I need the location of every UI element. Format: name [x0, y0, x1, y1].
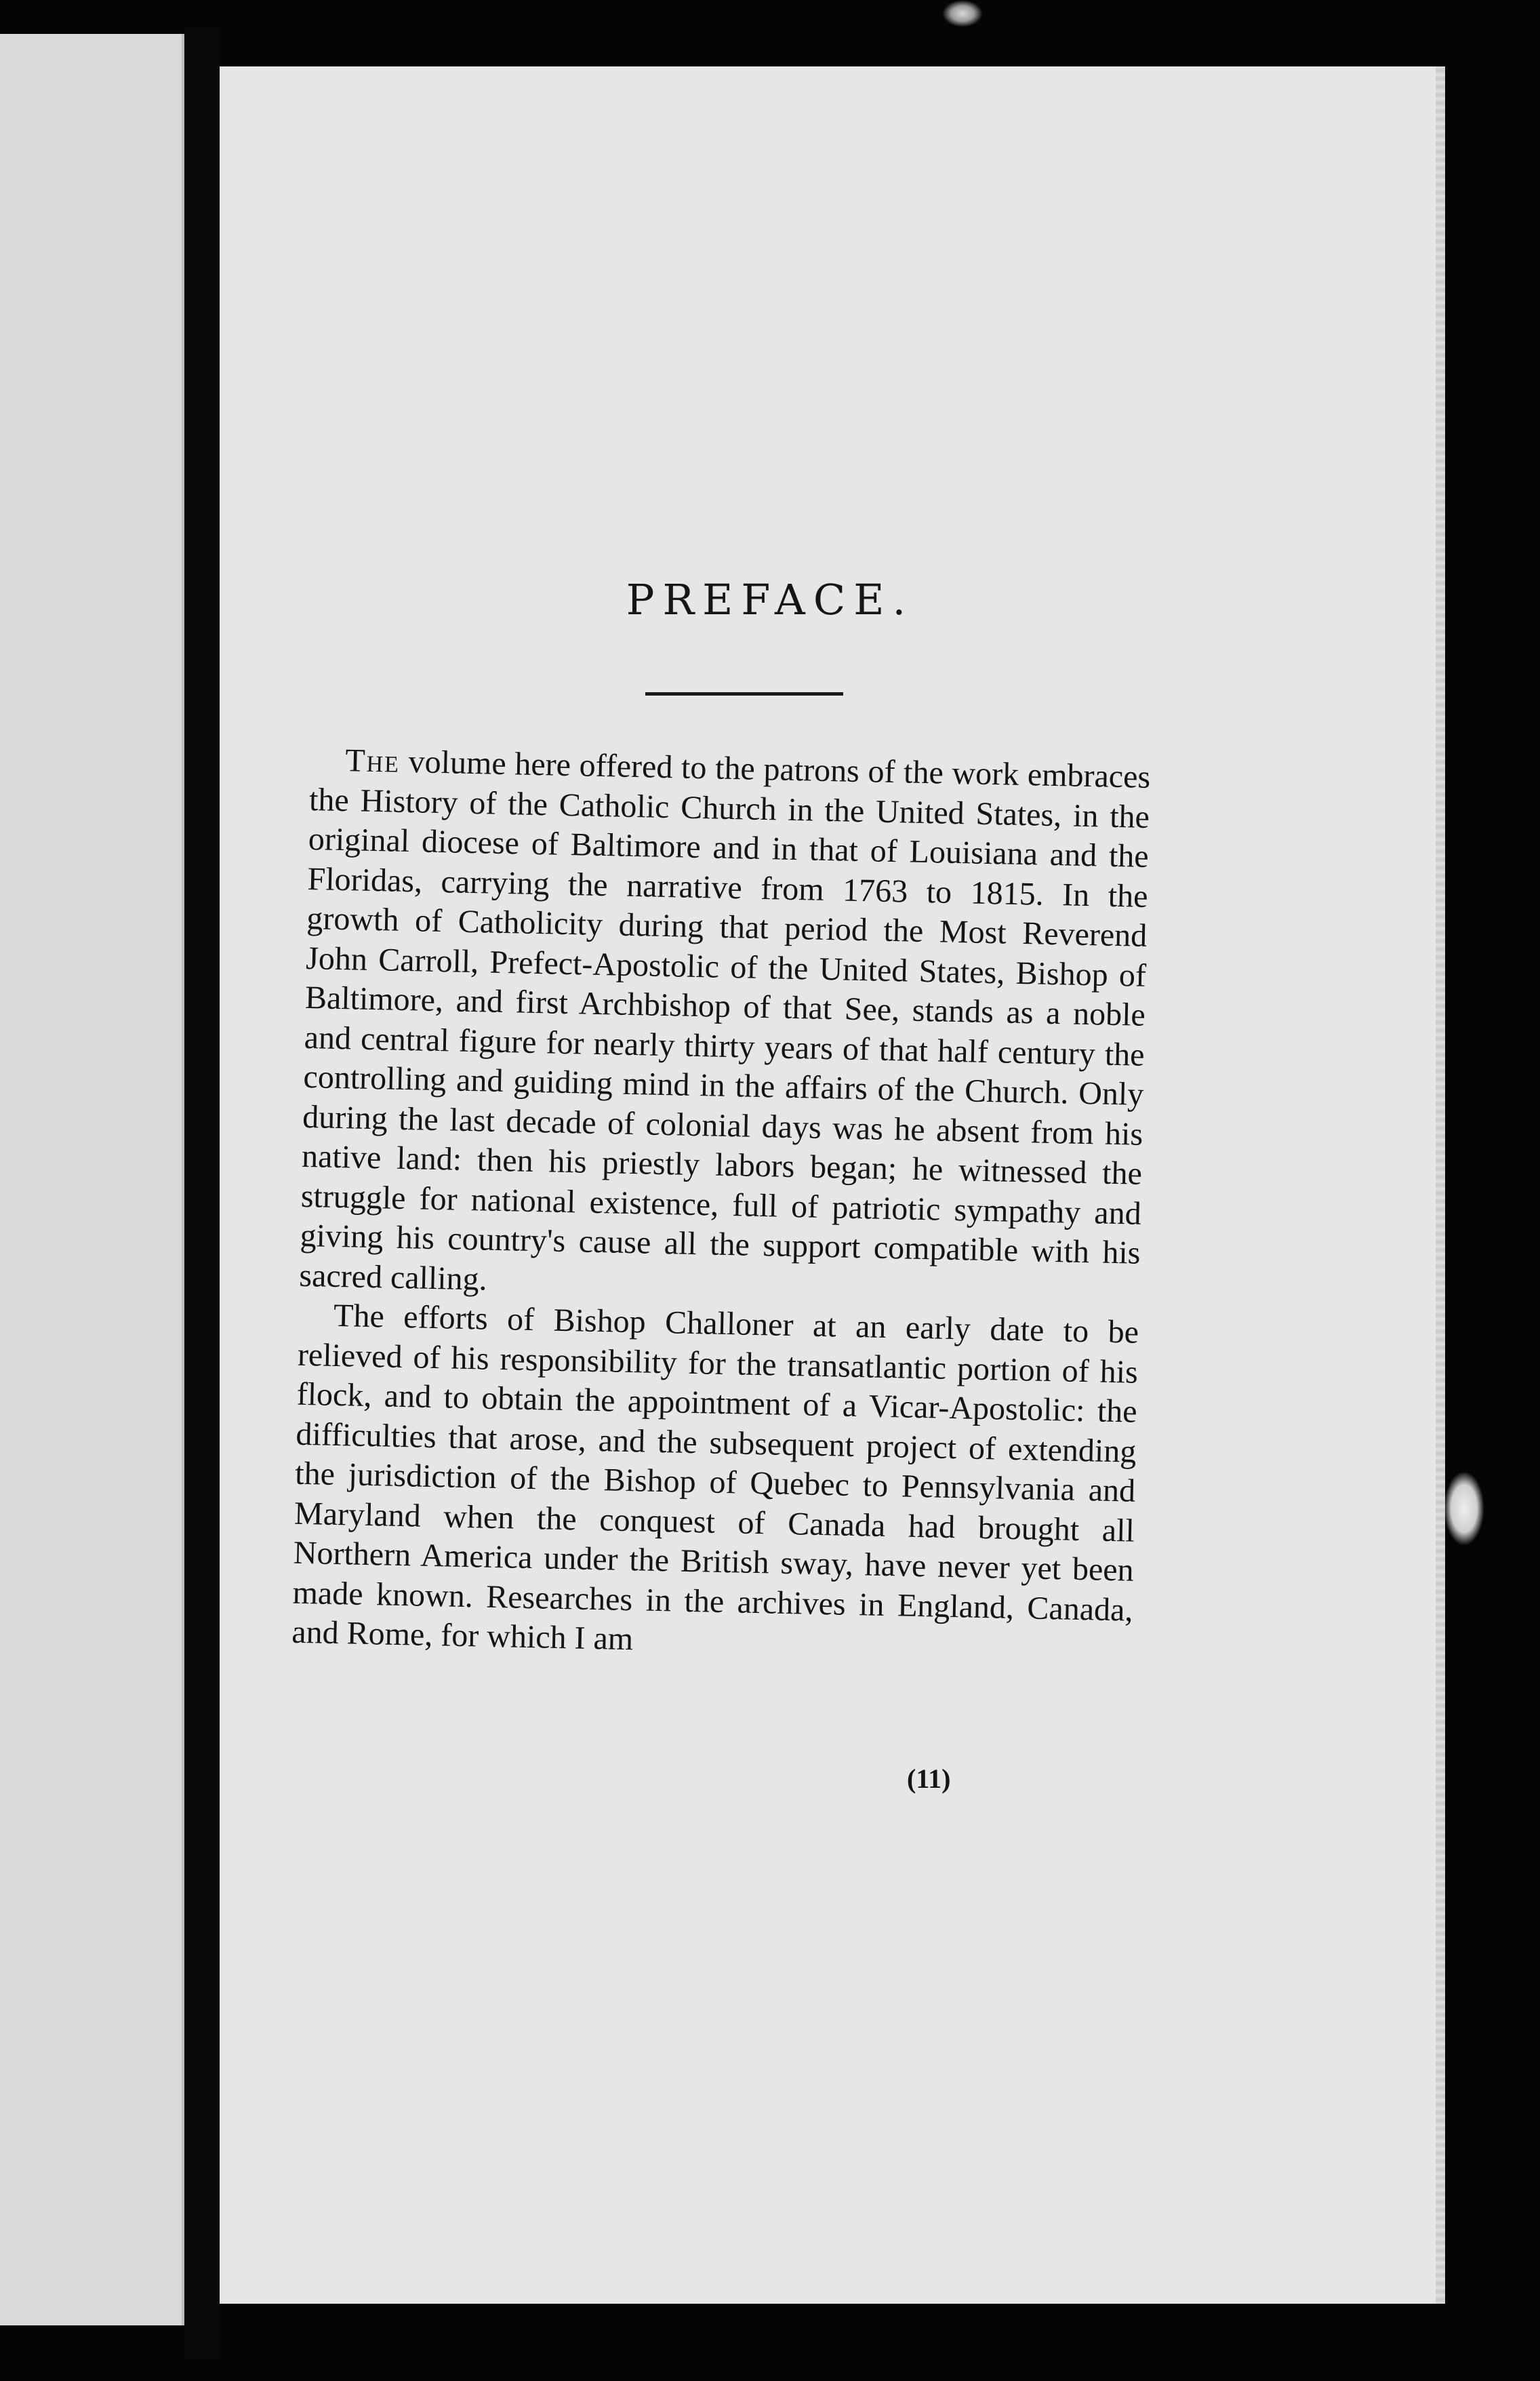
paragraph-1: [299, 740, 1151, 1313]
paragraph-1-lead: The: [344, 742, 401, 780]
paragraph-2: The efforts of Bishop Challoner at an early date to be relieved of his responsibility for the transatlantic portion of his flock, and to obtain the appointment of a Vicar-Apostolic: the difficulties that arose, and the subsequent project of extending the jurisdiction of the Bishop of Quebec to Pennsylvania and Maryland when the conquest of Canada had brought all Northern America under the British sway, have never yet been made known. Researches in the archives in England, Canada, and Rome, for which I am: [291, 1297, 1139, 1658]
title-rule: [645, 692, 843, 696]
page-edge: [1436, 66, 1445, 2304]
facing-page: [0, 34, 184, 2325]
paper-blemish-top: [942, 0, 983, 27]
paragraph-1-text: volume here offered to the patrons of the work embraces the History of the Catholic Church in the United States, in the original diocese of Baltimore and in that of Louisiana and the Floridas, carrying the narrative from 1763 to 1815. In the growth of Catholicity during that period the Most Reverend John Carroll, Prefect-Apostolic of the United States, Bishop of Baltimore, and first Archbishop of that See, stands as a noble and central figure for nearly thirty years of that half century the controlling and guiding mind in the affairs of the Church. Only during the last decade of colonial days was he absent from his native land: then his priestly labors began; he witnessed the struggle for national existence, full of patriotic sympathy and giving his country's cause all the support compatible with his sacred calling.: [298, 744, 1151, 1298]
preface-body: [291, 740, 1151, 1670]
book-gutter: [184, 27, 220, 2359]
page-title: PREFACE.: [626, 575, 914, 624]
page-number: (11): [907, 1763, 951, 1794]
paper-blemish: [1444, 1471, 1484, 1546]
